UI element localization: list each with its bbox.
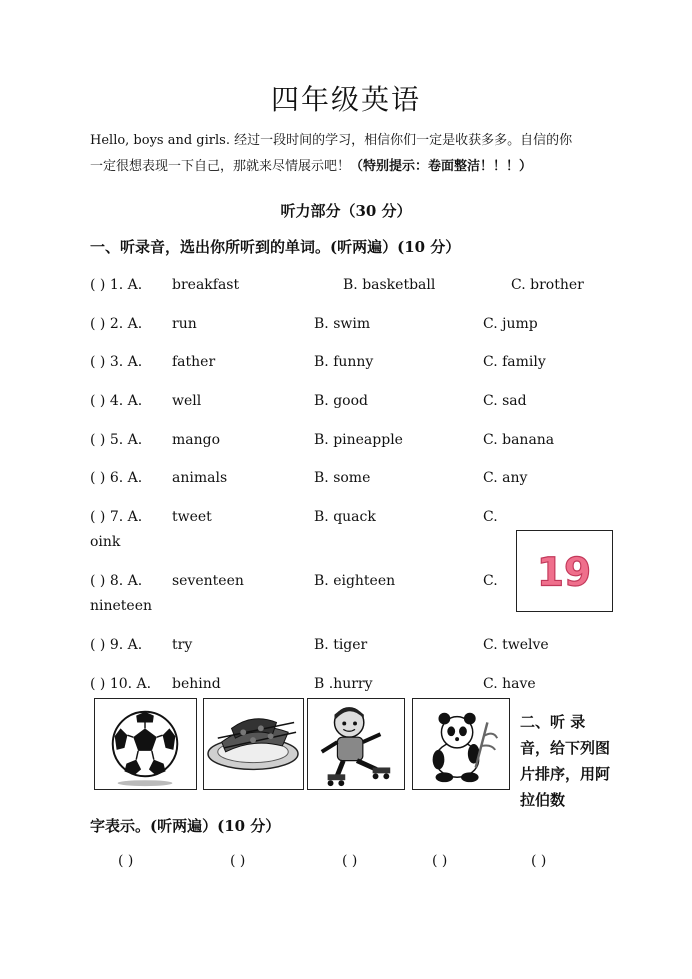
option-a: well	[172, 393, 202, 409]
option-b: B .hurry	[314, 676, 373, 692]
intro-note: （特别提示：卷面整洁！！！）	[350, 159, 533, 174]
option-c: C. banana	[483, 432, 555, 448]
answer-blank: ( )	[531, 853, 547, 869]
panda-picture	[412, 698, 510, 790]
part2-heading-side: 二、听 录音，给下列图片排序，用阿拉伯数	[520, 713, 611, 809]
soccer-ball-picture	[94, 698, 197, 790]
option-a: seventeen	[172, 573, 244, 589]
intro-line-1: Hello, boys and girls. 经过一段时间的学习，相信你们一定是收获多多。自信的你	[90, 133, 573, 148]
option-b: B. funny	[314, 354, 374, 370]
question-number: ( ) 5. A.	[90, 432, 143, 448]
question-number: ( ) 2. A.	[90, 316, 143, 332]
question-number: ( ) 7. A.	[90, 509, 143, 525]
soccer-ball-icon	[95, 699, 196, 789]
question-number: ( ) 9. A.	[90, 637, 143, 653]
part1-heading: 一、听录音，选出你所听到的单词。(听两遍）(10 分）	[90, 238, 461, 256]
panda-icon	[413, 699, 509, 789]
question-number: ( ) 6. A.	[90, 470, 143, 486]
roller-skater-picture	[307, 698, 405, 790]
number-19-picture	[516, 530, 613, 612]
answer-blank: ( )	[342, 853, 358, 869]
option-c: C.	[483, 573, 498, 589]
option-b: B. good	[314, 393, 368, 409]
option-b: B. basketball	[343, 277, 436, 293]
option-a: father	[172, 354, 216, 370]
option-b: B. swim	[314, 316, 371, 332]
option-c: C. brother	[511, 277, 584, 293]
option-b: B. pineapple	[314, 432, 403, 448]
option-c: C.	[483, 509, 498, 525]
option-a: tweet	[172, 509, 212, 525]
section-title: 听力部分（30 分）	[280, 202, 412, 220]
intro-line-2	[90, 154, 610, 180]
intro-line-2-text: 一定很想表现一下自己，那就来尽情展示吧！	[90, 159, 351, 174]
option-b: B. some	[314, 470, 371, 486]
option-a: breakfast	[172, 277, 240, 293]
option-c: C. family	[483, 354, 546, 370]
number-19-text: 19	[536, 550, 592, 596]
option-b: B. quack	[314, 509, 376, 525]
option-c: C. twelve	[483, 637, 549, 653]
answer-blank: ( )	[432, 853, 448, 869]
option-c: C. any	[483, 470, 528, 486]
option-b: B. tiger	[314, 637, 368, 653]
option-c-wrap: oink	[90, 534, 121, 550]
part2-heading-tail: 字表示。(听两遍）(10 分）	[90, 817, 281, 835]
question-number: ( ) 1. A.	[90, 277, 143, 293]
option-c-wrap: nineteen	[90, 598, 153, 614]
option-a: behind	[172, 676, 221, 692]
question-number: ( ) 3. A.	[90, 354, 143, 370]
barbecue-plate-picture	[203, 698, 304, 790]
page-title: 四年级英语	[270, 83, 421, 116]
option-c: C. sad	[483, 393, 527, 409]
barbecue-plate-icon	[204, 699, 303, 789]
question-number: ( ) 4. A.	[90, 393, 143, 409]
number-19-graphic	[517, 531, 612, 611]
roller-skater-icon	[308, 699, 404, 789]
question-number: ( ) 10. A.	[90, 676, 152, 692]
option-c: C. jump	[483, 316, 538, 332]
question-number: ( ) 8. A.	[90, 573, 143, 589]
option-a: try	[172, 637, 193, 653]
option-a: animals	[172, 470, 228, 486]
option-a: run	[172, 316, 197, 332]
answer-blank: ( )	[118, 853, 134, 869]
option-a: mango	[172, 432, 221, 448]
answer-blank: ( )	[230, 853, 246, 869]
option-c: C. have	[483, 676, 536, 692]
option-b: B. eighteen	[314, 573, 396, 589]
